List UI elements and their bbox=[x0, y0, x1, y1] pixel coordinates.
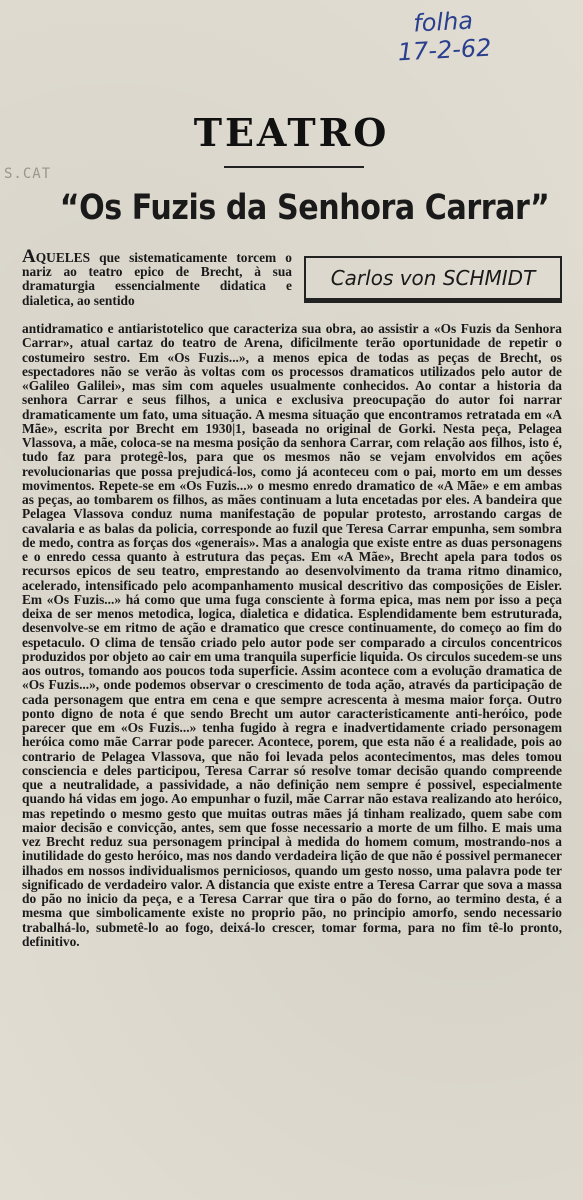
lead-text: QUELES que sistematicamente torcem o nariz ao teatro epico de Brecht, à sua dramaturgia essencialmente didatica e dialetica, ao sentido bbox=[22, 250, 292, 308]
article-body bbox=[22, 322, 562, 949]
section-divider bbox=[224, 166, 364, 168]
byline-box bbox=[304, 256, 562, 300]
handwritten-note bbox=[396, 6, 492, 67]
author-name: Carlos von SCHMIDT bbox=[330, 266, 536, 290]
handnote-date: 17-2-62 bbox=[397, 33, 493, 67]
article-headline: “Os Fuzis da Senhora Carrar” bbox=[59, 188, 550, 228]
drop-cap: A bbox=[22, 246, 36, 267]
section-title: TEATRO bbox=[193, 110, 390, 155]
article-lead bbox=[22, 246, 292, 308]
lead-paragraph bbox=[22, 246, 292, 308]
byline-underline bbox=[304, 300, 562, 303]
body-paragraph: antidramatico e antiaristotelico que caracteriza sua obra, ao assistir a «Os Fuzis da Senhora Carrar», atual cartaz do teatro de Arena, dificilmente terão oportunidade de repetir o costumeiro sestro. Em «Os Fuzis...», a menos epica de todas as peças de Brecht, os espectadores não se verão às voltas com os processos dramaticos utilizados pelo autor de «Galileo Galilei», mas sim com aqueles usualmente conhecidos. Ao contar a historia da senhora Carrar e seus filhos, a unica e exclusiva preocupação do autor foi narrar dramaticamente um fato, uma situação. A mesma situação que encontramos retratada em «A Mãe», escrita por Brecht em 1930|1, baseada no original de Gorki. Nesta peça, Pelagea Vlassova, a mãe, coloca-se na mesma posição da senhora Carrar, com relação aos filhos, isto é, tudo faz para protegê-los, para que os mesmos não se vejam envolvidos em ações revolucionarias que possa prejudicá-los, como já aconteceu com o pai, morto em um desses movimentos. Repete-se em «Os Fuzis...» o mesmo enredo dramatico de «A Mãe» e em ambas as peças, ao tombarem os filhos, as mães continuam a luta encetadas por eles. A bandeira que Pelagea Vlassova conduz numa manifestação de popular protesto, arrostando cargas de cavalaria e as balas da policia, corresponde ao fuzil que Teresa Carrar empunha, sem sombra de medo, contra as forças dos «generais». Mas a analogia que existe entre as duas personagens e o enredo cessa quanto à estrutura das peças. Em «A Mãe», Brecht apela para todos os recursos epicos de seu teatro, emprestando ao desenvolvimento da trama ritmo dinamico, acelerado, intensificado pelo acompanhamento musical descritivo das composições de Eisler. Em «Os Fuzis...» há como que uma fuga consciente à forma epica, mas nem por isso a peça deixa de ser menos metodica, logica, dialetica e didatica. Esplendidamente bem estruturada, desenvolve-se em ritmo de ação e dramatico que cresce continuamente, do começo ao fim do espetaculo. O clima de tensão criado pelo autor pode ser comparado a circulos concentricos produzidos por objeto ao cair em uma tranquila superficie liquida. Os circulos sucedem-se uns aos outros, tomando aos poucos toda superficie. Assim acontece com a evolução dramatica de «Os Fuzis...», onde podemos observar o crescimento de toda ação, através da participação de cada personagem que entra em cena e que sempre acrescenta à mesma maior força. Outro ponto digno de nota é que sendo Brecht um autor caracteristicamente anti-heróico, pode parecer que em «Os Fuzis...» tenha fugido à regra e inadvertidamente criado personagem heróica como mãe Carrar pode parecer. Acontece, porem, que esta não é a realidade, pois ao contrario de Pelagea Vlassova, que não foi levada pelos acontecimentos, mas deles tomou consciencia e deles participou, Teresa Carrar só resolve tomar decisão quando compreende que a neutralidade, a passividade, a não definição nem sempre é possivel, especialmente quando há vidas em jogo. Ao empunhar o fuzil, mãe Carrar não estava realizando ato heróico, mas repetindo o mesmo gesto que muitas outras mães já tinham realizado, quem sabe com maior decisão e convicção, antes, sem que fosse necessario a morte de um filho. E mais uma vez Brecht reduz sua personagem principal à medida do homem comum, mostrando-nos a inutilidade do gesto heróico, mas nos dando verdadeira lição de que não é possivel permanecer ilhados em nossos individualismos perniciosos, quando um gesto nosso, uma palavra pode ter significado de verdadeiro valor. A distancia que existe entre a Teresa Carrar que sova a massa do pão no inicio da peça, e a Teresa Carrar que tira o pão do forno, ao termino desta, é a mesma que simbolicamente existe no proprio pão, no principio amorfo, sendo necessario trabalhá-lo, submetê-lo ao fogo, deixá-lo crescer, tomar forma, para no fim tê-lo pronto, definitivo. bbox=[22, 321, 562, 949]
faded-stamp: S.CAT bbox=[4, 166, 52, 182]
handnote-source: folha bbox=[412, 6, 474, 38]
